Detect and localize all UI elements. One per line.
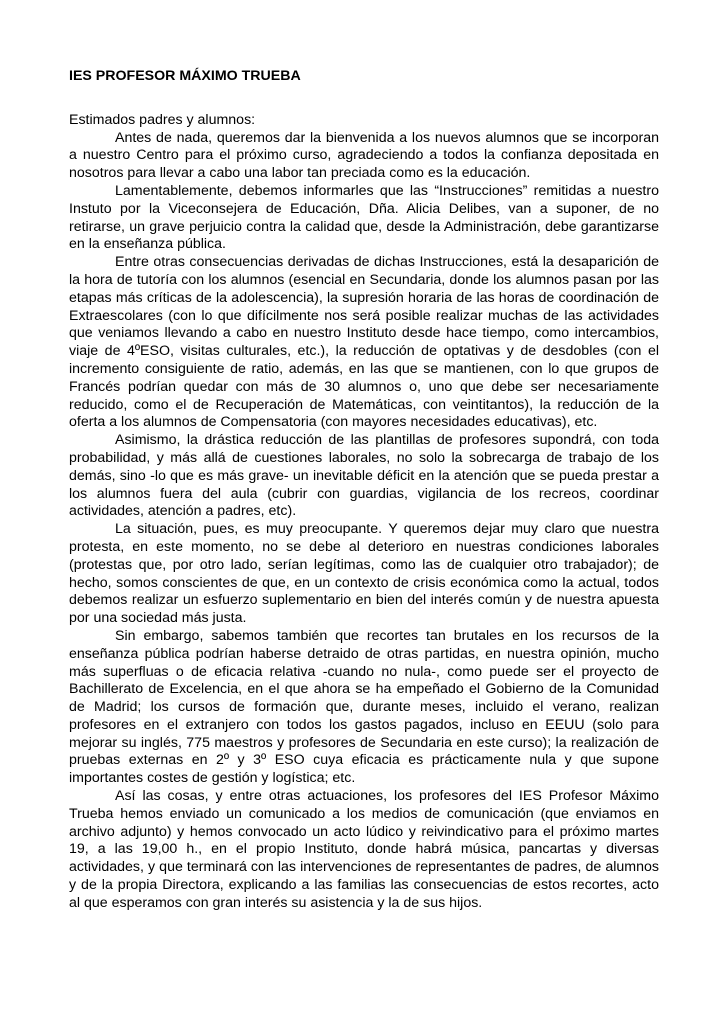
paragraph-actions: Así las cosas, y entre otras actuaciones, los profesores del IES Profesor Máximo Trueba hemos enviado un comunicado a los medios de comunicación (que enviamos en archivo adjunto) y hemos convocado un acto lúdico y reivindicativo para el próximo martes 19, a las 19,00 h., en el propio Instituto, donde habrá música, pancartas y diversas actividades, y que terminará con las intervenciones de representantes de padres, de alumnos y de la propia Directora, explicando a las familias las consecuencias de estos recortes, acto al que esperamos con gran interés su asistencia y la de sus hijos. [69, 788, 659, 911]
paragraph-welcome: Antes de nada, queremos dar la bienvenida a los nuevos alumnos que se incorporan a nuestro Centro para el próximo curso, agradeciendo a todos la confianza depositada en nosotros para llevar a cabo una labor tan preciada como es la educación. [69, 129, 659, 182]
paragraph-consequences: Entre otras consecuencias derivadas de dichas Instrucciones, está la desaparición de la hora de tutoría con los alumnos (esencial en Secundaria, donde los alumnos pasan por las etapas más críticas de la adolescencia), la supresión horaria de las horas de coordinación de Extraescolares (con lo que difícilmente nos será posible realizar muchas de las actividades que veniamos llevando a cabo en nuestro Instituto desde hace tiempo, como intercambios, viaje de 4ºESO, visitas culturales, etc.), la reducción de optativas y de desdobles (con el incremento consiguiente de ratio, además, en las que se mantienen, con lo que grupos de Francés podrían quedar con más de 30 alumnos o, uno que debe ser necesariamente reducido, como el de Recuperación de Matemáticas, con veintitantos), la reducción de la oferta a los alumnos de Compensatoria (con mayores necesidades educativas), etc. [69, 254, 659, 431]
paragraph-situation: La situación, pues, es muy preocupante. Y queremos dejar muy claro que nuestra protesta, en este momento, no se debe al deterioro en nuestras condiciones laborales (protestas que, por otro lado, serían legítimas, como las de cualquier otro trabajador); de hecho, somos conscientes de que, en un contexto de crisis económica como la actual, todos debemos realizar un esfuerzo suplementario en bien del interés común y de nuestra apuesta por una sociedad más justa. [69, 521, 659, 627]
document-title: IES PROFESOR MÁXIMO TRUEBA [69, 68, 301, 84]
paragraph-instructions: Lamentablemente, debemos informarles que las “Instrucciones” remitidas a nuestro Instuto por la Viceconsejera de Educación, Dña. Alicia Delibes, van a suponer, de no retirarse, un grave perjuicio contra la calidad que, desde la Administración, debe garantizarse en la enseñanza pública. [69, 182, 659, 253]
greeting: Estimados padres y alumnos: [69, 111, 256, 128]
paragraph-staff-reduction: Asimismo, la drástica reducción de las plantillas de profesores supondrá, con toda probabilidad, y más allá de cuestiones laborales, no solo la sobrecarga de trabajo de los demás, sino -lo que es más grave- un inevitable déficit en la atención que se pueda prestar a los alumnos fuera del aula (cubrir con guardias, vigilancia de los recreos, coordinar actividades, atención a padres, etc). [69, 432, 659, 520]
paragraph-cuts: Sin embargo, sabemos también que recortes tan brutales en los recursos de la enseñanza pública podrían haberse detraido de otras partidas, en nuestra opinión, mucho más superfluas o de eficacia relativa -cuando no nula-, como puede ser el proyecto de Bachillerato de Excelencia, en el que ahora se ha empeñado el Gobierno de la Comunidad de Madrid; los cursos de formación que, durante meses, incluido el verano, realizan profesores en el extranjero con todos los gastos pagados, incluso en EEUU (solo para mejorar su inglés, 775 maestros y profesores de Secundaria en este curso); la realización de pruebas externas en 2º y 3º ESO cuya eficacia es prácticamente nula y que supone importantes costes de gestión y logística; etc. [69, 627, 659, 787]
document-page [69, 68, 659, 913]
